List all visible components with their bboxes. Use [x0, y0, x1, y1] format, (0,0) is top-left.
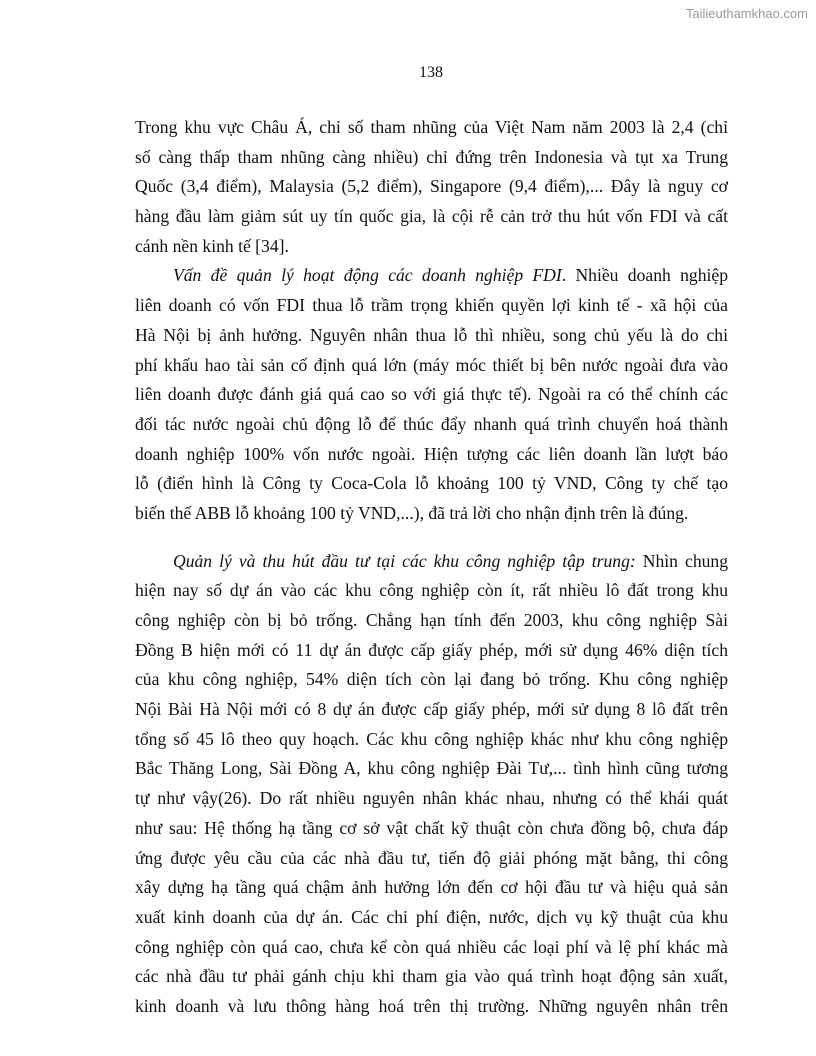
paragraph — [135, 547, 728, 1022]
text-line: Đồng B hiện mới có 11 dự án được cấp giấy phép, mới sử dụng 46% diện tích — [135, 639, 728, 660]
text-line: biến thế ABB lỗ khoảng 100 tỷ VND,...), đã trả lời cho nhận định trên là đúng. — [135, 502, 689, 523]
italic-heading: Quản lý và thu hút đầu tư tại các khu công nghiệp tập trung: — [173, 550, 636, 571]
text-line: phí khấu hao tài sản cố định quá lớn (máy móc thiết bị bên nước ngoài đưa vào — [135, 354, 728, 375]
text-line: của khu công nghiệp, 54% diện tích còn lại đang bỏ trống. Khu công nghiệp — [135, 669, 728, 690]
text-line: đối tác nước ngoài chủ động lỗ để thúc đẩy nhanh quá trình chuyển hoá thành — [135, 413, 728, 434]
text-line — [135, 261, 728, 291]
text-line: kinh doanh và lưu thông hàng hoá trên thị trường. Những nguyên nhân trên — [135, 995, 728, 1016]
text-line — [135, 547, 728, 577]
text-line: cánh nền kinh tế [34]. — [135, 235, 289, 256]
page-number: 138 — [419, 64, 443, 81]
text-line: như sau: Hệ thống hạ tầng cơ sở vật chất kỹ thuật còn chưa đồng bộ, chưa đáp — [135, 817, 728, 838]
text-line: tự như vậy(26). Do rất nhiều nguyên nhân khác nhau, nhưng có thể khái quát — [135, 788, 728, 809]
paragraph — [135, 261, 728, 528]
text-line: công nghiệp còn quá cao, chưa kể còn quá nhiều các loại phí và lệ phí khác mà — [135, 936, 728, 957]
text-line: Trong khu vực Châu Á, chỉ số tham nhũng của Việt Nam năm 2003 là 2,4 (chỉ — [135, 117, 728, 137]
text-line: tổng số 45 lô theo quy hoạch. Các khu công nghiệp khác như khu công nghiệp — [135, 728, 728, 749]
text-line: hàng đầu làm giảm sút uy tín quốc gia, là cội rễ cản trở thu hút vốn FDI và cất — [135, 206, 728, 227]
line-text: . Nhiều doanh nghiệp — [561, 265, 728, 286]
text-line: liên doanh có vốn FDI thua lỗ trầm trọng khiến quyền lợi kinh tế - xã hội của — [135, 295, 728, 316]
text-line: Hà Nội bị ảnh hưởng. Nguyên nhân thua lỗ thì nhiều, song chủ yếu là do chi — [135, 324, 728, 345]
watermark: Tailieuthamkhao.com — [685, 6, 808, 21]
text-line: lỗ (điển hình là Công ty Coca-Cola lỗ khoảng 100 tỷ VND, Công ty chế tạo — [135, 473, 728, 494]
text-line: ứng được yêu cầu của các nhà đầu tư, tiến độ giải phóng mặt bằng, thi công — [135, 847, 728, 868]
text-line: các nhà đầu tư phải gánh chịu khi tham gia vào quá trình hoạt động sản xuất, — [135, 966, 728, 987]
text-line: xuất kinh doanh của dự án. Các chi phí điện, nước, dịch vụ kỹ thuật của khu — [135, 906, 728, 927]
text-line: Bắc Thăng Long, Sài Đồng A, khu công nghiệp Đài Tư,... tình hình cũng tương — [135, 758, 728, 779]
text-line: Nội Bài Hà Nội mới có 8 dự án được cấp giấy phép, mới sử dụng 8 lô đất trên — [135, 699, 728, 720]
text-line: hiện nay số dự án vào các khu công nghiệp còn ít, rất nhiều lô đất trong khu — [135, 580, 728, 601]
text-line: Quốc (3,4 điểm), Malaysia (5,2 điểm), Singapore (9,4 điểm),... Đây là nguy cơ — [135, 176, 728, 197]
document-body — [135, 113, 728, 1022]
text-line: doanh nghiệp 100% vốn nước ngoài. Hiện tượng các liên doanh lần lượt báo — [135, 443, 728, 464]
text-line: liên doanh được đánh giá quá cao so với giá thực tế). Ngoài ra có thể chính các — [135, 384, 728, 405]
text-line: số càng thấp tham nhũng càng nhiều) chỉ đứng trên Indonesia và tụt xa Trung — [135, 146, 728, 167]
italic-heading: Vấn đề quản lý hoạt động các doanh nghiệp FDI — [173, 265, 562, 286]
text-line: công nghiệp còn bị bỏ trống. Chẳng hạn tính đến 2003, khu công nghiệp Sài — [135, 610, 728, 630]
paragraph — [135, 113, 728, 261]
text-line: xây dựng hạ tầng quá chậm ảnh hưởng lớn đến cơ hội đầu tư và hiệu quả sản — [135, 877, 728, 898]
line-text: Nhìn chung — [635, 550, 729, 571]
